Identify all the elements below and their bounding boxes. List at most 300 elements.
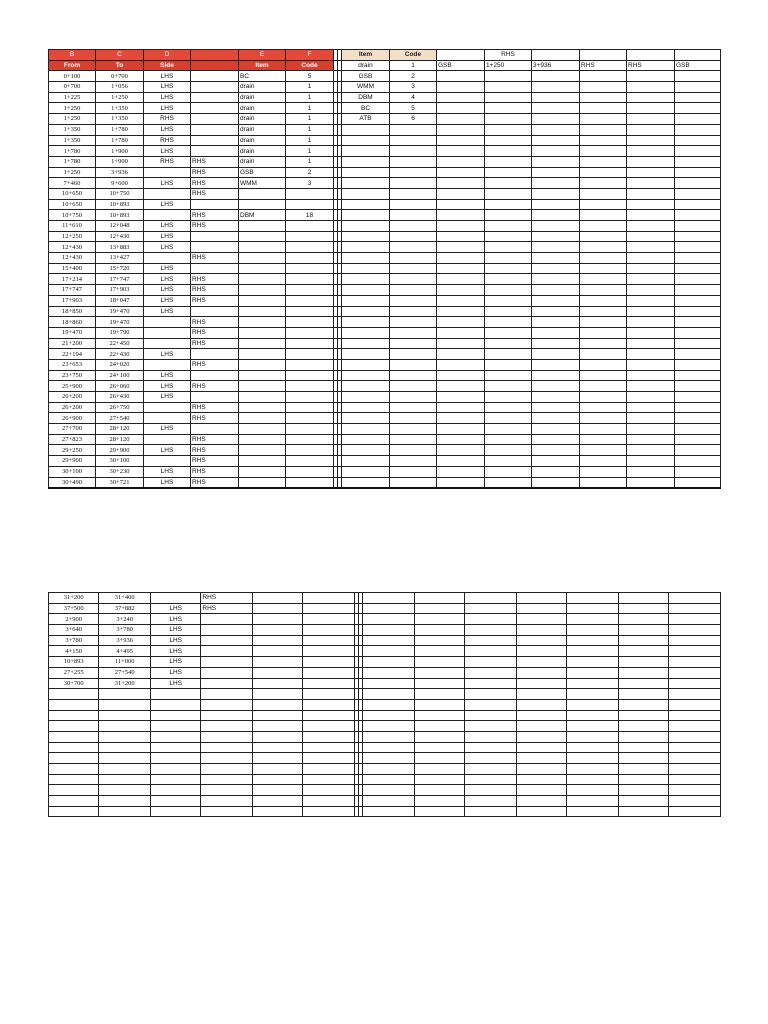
empty-cell [390,285,437,296]
from-cell: 22+194 [49,349,96,360]
empty-cell [390,392,437,403]
empty-cell [532,295,580,306]
empty-cell [303,806,355,817]
empty-cell [675,231,721,242]
empty-cell [675,253,721,264]
empty-cell [485,381,532,392]
from-cell: 1+225 [49,92,96,103]
item-cell: DBM [239,210,286,221]
from-cell: 10+750 [49,210,96,221]
item-cell: drain [239,103,286,114]
side2-cell [191,392,239,403]
empty-cell [201,764,253,775]
empty-cell [437,317,485,328]
ref-extra [485,82,532,93]
empty-cell [485,274,532,285]
empty-cell [627,445,675,456]
empty-cell [342,295,390,306]
from-cell: 25+900 [49,381,96,392]
empty-cell [437,124,485,135]
from-cell: 2+900 [49,614,99,625]
empty-cell [465,731,517,742]
empty-cell [363,774,415,785]
empty-cell [363,667,415,678]
code-cell [286,295,334,306]
from-cell: 12+430 [49,242,96,253]
side-cell: LHS [150,625,200,636]
to-cell: 31+200 [99,678,151,689]
empty-cell [465,699,517,710]
empty-cell [363,625,415,636]
empty-cell [627,466,675,477]
empty-cell [390,466,437,477]
side-cell: LHS [144,477,191,488]
empty-cell [669,625,721,636]
empty-cell [669,774,721,785]
empty-cell [675,466,721,477]
to-cell: 26+060 [96,381,144,392]
column-letter: B [49,50,96,61]
column-letter [191,50,239,61]
empty-cell [516,614,566,625]
empty-cell [580,456,627,467]
side2-cell [201,657,253,668]
empty-cell [390,317,437,328]
side-cell [150,593,200,604]
from-cell: 10+893 [49,657,99,668]
ref-extra: RHS [627,60,675,71]
empty-cell [414,774,464,785]
empty-cell [627,253,675,264]
empty-cell [567,667,619,678]
empty-cell [567,721,619,732]
empty-cell [390,274,437,285]
empty-cell [437,199,485,210]
empty-cell [414,625,464,636]
empty-cell [390,242,437,253]
from-cell: 17+903 [49,295,96,306]
item-cell [239,231,286,242]
empty-cell [303,678,355,689]
empty-cell [532,338,580,349]
side2-cell [191,124,239,135]
item-cell [239,456,286,467]
empty-cell [669,731,721,742]
empty-cell [99,721,151,732]
ref-item-header: Item [342,50,390,61]
empty-cell [485,392,532,403]
empty-cell [567,625,619,636]
ref-extra [485,92,532,103]
column-label: Code [286,60,334,71]
ref-extra [532,103,580,114]
empty-cell [532,327,580,338]
code-cell [286,242,334,253]
side-cell: LHS [144,82,191,93]
empty-cell [627,178,675,189]
empty-cell [516,646,566,657]
empty-cell [580,199,627,210]
empty-cell [465,774,517,785]
to-cell: 24+100 [96,370,144,381]
empty-cell [342,424,390,435]
from-cell: 17+747 [49,285,96,296]
table-row [49,603,721,614]
ref-extra [580,92,627,103]
empty-cell [437,285,485,296]
from-cell: 1+780 [49,156,96,167]
empty-cell [485,167,532,178]
empty-cell [363,742,415,753]
table-row [49,424,721,435]
empty-cell [252,625,302,636]
empty-cell [99,806,151,817]
to-cell: 1+350 [96,103,144,114]
empty-cell [567,731,619,742]
empty-cell [437,210,485,221]
empty-cell [150,785,200,796]
empty-cell [675,156,721,167]
table-row [49,699,721,710]
empty-cell [675,359,721,370]
side-cell: LHS [144,445,191,456]
empty-cell [363,806,415,817]
to-cell: 26+750 [96,402,144,413]
empty-cell [567,646,619,657]
empty-cell [532,349,580,360]
from-cell: 30+700 [49,678,99,689]
empty-cell [465,667,517,678]
ref-item: drain [342,60,390,71]
ref-code: 3 [390,82,437,93]
empty-cell [532,263,580,274]
empty-cell [675,477,721,488]
ref-extra [532,114,580,125]
empty-cell [49,785,99,796]
from-cell: 23+750 [49,370,96,381]
empty-cell [201,710,253,721]
side-cell: LHS [144,306,191,317]
empty-cell [437,327,485,338]
empty-cell [437,445,485,456]
code-cell [286,402,334,413]
side2-cell: RHS [191,466,239,477]
empty-cell [675,317,721,328]
empty-cell [49,721,99,732]
to-cell: 11+000 [99,657,151,668]
empty-cell [201,806,253,817]
ref-item: ATB [342,114,390,125]
column-letter: D [144,50,191,61]
empty-cell [580,466,627,477]
empty-cell [99,774,151,785]
empty-cell [485,477,532,488]
empty-cell [150,710,200,721]
empty-cell [675,306,721,317]
empty-cell [414,646,464,657]
code-cell [286,327,334,338]
empty-cell [414,764,464,775]
code-cell: 1 [286,156,334,167]
empty-cell [485,359,532,370]
empty-cell [580,349,627,360]
empty-cell [342,253,390,264]
empty-cell [201,774,253,785]
side-cell: LHS [144,370,191,381]
side-cell [144,338,191,349]
empty-cell [567,657,619,668]
item-cell [239,285,286,296]
side-cell: LHS [144,274,191,285]
empty-cell [465,753,517,764]
empty-cell [627,146,675,157]
code-cell [286,413,334,424]
item-cell [239,295,286,306]
empty-cell [414,678,464,689]
item-cell [239,466,286,477]
empty-cell [342,338,390,349]
empty-cell [414,710,464,721]
empty-cell [485,445,532,456]
from-cell: 15+400 [49,263,96,274]
side-cell: LHS [150,667,200,678]
empty-cell [363,721,415,732]
item-cell: drain [239,156,286,167]
table-row [49,71,721,82]
table-row [49,114,721,125]
empty-cell [567,699,619,710]
empty-cell [567,785,619,796]
empty-cell [485,317,532,328]
empty-cell [342,456,390,467]
empty-cell [516,806,566,817]
empty-cell [675,135,721,146]
empty-cell [99,742,151,753]
empty-cell [437,156,485,167]
empty-cell [627,167,675,178]
empty-cell [627,199,675,210]
code-cell [286,370,334,381]
ref-extra: GSB [437,60,485,71]
to-cell: 10+893 [96,199,144,210]
empty-cell [516,625,566,636]
side-cell [144,456,191,467]
ref-extra-header [532,50,580,61]
code-cell [286,392,334,403]
empty-cell [342,178,390,189]
code-cell [286,477,334,488]
table-row [49,710,721,721]
to-cell: 28+120 [96,424,144,435]
empty-cell [390,434,437,445]
empty-cell [150,742,200,753]
ref-extra-header [627,50,675,61]
empty-cell [390,424,437,435]
item-cell [239,221,286,232]
ref-extra [485,114,532,125]
empty-cell [675,370,721,381]
empty-cell [390,178,437,189]
empty-cell [580,274,627,285]
side-cell: LHS [150,646,200,657]
empty-cell [675,327,721,338]
to-cell: 3+240 [99,614,151,625]
empty-cell [437,231,485,242]
ref-extra [627,114,675,125]
code-cell: 2 [286,167,334,178]
side2-cell: RHS [191,477,239,488]
empty-cell [342,327,390,338]
empty-cell [675,445,721,456]
to-cell: 17+903 [96,285,144,296]
empty-cell [414,721,464,732]
empty-cell [669,742,721,753]
empty-cell [437,413,485,424]
table-row [49,614,721,625]
side-cell: LHS [144,424,191,435]
empty-cell [437,306,485,317]
empty-cell [363,657,415,668]
empty-cell [303,646,355,657]
empty-cell [675,242,721,253]
empty-cell [303,796,355,807]
empty-cell [580,146,627,157]
empty-cell [675,263,721,274]
table-row [49,327,721,338]
side-cell: LHS [150,603,200,614]
empty-cell [303,764,355,775]
empty-cell [99,785,151,796]
ref-extra [675,92,721,103]
empty-cell [414,593,464,604]
empty-cell [580,327,627,338]
empty-cell [303,593,355,604]
empty-cell [675,274,721,285]
empty-cell [437,359,485,370]
empty-cell [49,764,99,775]
table-row [49,625,721,636]
empty-cell [532,221,580,232]
empty-cell [627,327,675,338]
table-row [49,274,721,285]
side2-cell: RHS [201,603,253,614]
empty-cell [580,424,627,435]
to-cell: 31+400 [99,593,151,604]
side-cell: RHS [144,114,191,125]
table-row [49,721,721,732]
empty-cell [675,199,721,210]
empty-cell [414,689,464,700]
empty-cell [532,381,580,392]
empty-cell [201,742,253,753]
side2-cell: RHS [191,221,239,232]
empty-cell [627,210,675,221]
empty-cell [342,242,390,253]
empty-cell [627,317,675,328]
empty-cell [465,764,517,775]
ref-extra: GSB [675,60,721,71]
empty-cell [580,253,627,264]
empty-cell [437,178,485,189]
side-cell: LHS [144,199,191,210]
empty-cell [532,188,580,199]
item-cell [239,413,286,424]
empty-cell [669,657,721,668]
empty-cell [675,188,721,199]
ref-code: 2 [390,71,437,82]
empty-cell [485,199,532,210]
to-cell: 13+883 [96,242,144,253]
table-row [49,103,721,114]
empty-cell [363,764,415,775]
empty-cell [150,731,200,742]
column-letter: F [286,50,334,61]
ref-extra [532,82,580,93]
empty-cell [437,253,485,264]
side-cell: LHS [144,466,191,477]
item-cell: drain [239,82,286,93]
ref-extra [675,114,721,125]
empty-cell [252,774,302,785]
from-cell: 0+100 [49,71,96,82]
ref-extra [675,82,721,93]
empty-cell [303,742,355,753]
empty-cell [618,603,668,614]
side2-cell [201,635,253,646]
empty-cell [390,370,437,381]
table-row [49,82,721,93]
empty-cell [485,327,532,338]
empty-cell [252,764,302,775]
empty-cell [201,753,253,764]
from-cell: 19+470 [49,327,96,338]
ref-extra [675,103,721,114]
item-cell [239,392,286,403]
empty-cell [618,796,668,807]
from-cell: 26+200 [49,392,96,403]
table-row [49,466,721,477]
from-cell: 12+430 [49,253,96,264]
empty-cell [567,742,619,753]
empty-cell [532,124,580,135]
empty-cell [618,806,668,817]
empty-cell [49,699,99,710]
code-cell [286,456,334,467]
empty-cell [669,796,721,807]
side-cell: LHS [144,71,191,82]
empty-cell [618,710,668,721]
empty-cell [390,327,437,338]
empty-cell [437,424,485,435]
empty-cell [516,603,566,614]
to-cell: 12+430 [96,231,144,242]
side-cell [144,210,191,221]
empty-cell [669,753,721,764]
empty-cell [99,796,151,807]
side2-cell: RHS [201,593,253,604]
empty-cell [485,124,532,135]
empty-cell [516,657,566,668]
table-row [49,402,721,413]
empty-cell [363,796,415,807]
empty-cell [342,146,390,157]
from-cell: 26+900 [49,413,96,424]
empty-cell [627,349,675,360]
empty-cell [485,178,532,189]
to-cell: 37+882 [99,603,151,614]
empty-cell [485,221,532,232]
from-cell: 21+200 [49,338,96,349]
